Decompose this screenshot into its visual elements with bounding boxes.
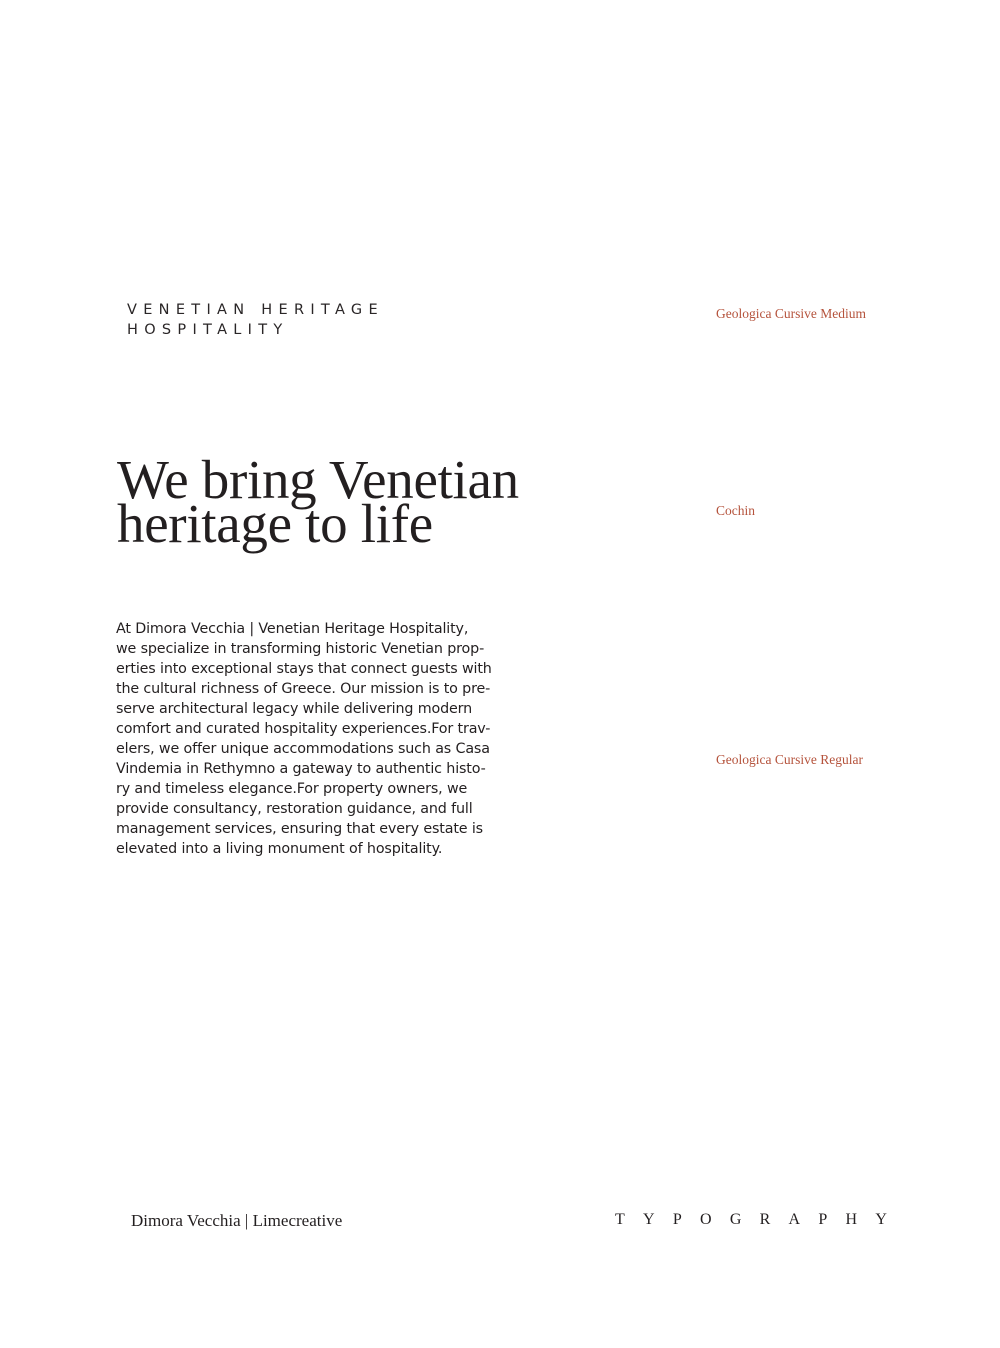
headline-line-1: We bring Venetian bbox=[117, 449, 519, 510]
body-line: we specialize in transforming historic Venetian prop- bbox=[116, 641, 485, 657]
font-label-eyebrow: Geologica Cursive Medium bbox=[716, 306, 866, 321]
section-letter: Y bbox=[643, 1211, 655, 1228]
body-line: At Dimora Vecchia | Venetian Heritage Hospitality, bbox=[116, 621, 469, 637]
body-line: ry and timeless elegance.For property owners, we bbox=[116, 781, 468, 797]
body-line: comfort and curated hospitality experiences.For trav- bbox=[116, 721, 491, 737]
headline bbox=[117, 449, 519, 554]
eyebrow-heading bbox=[127, 300, 384, 340]
section-letter: A bbox=[788, 1211, 801, 1228]
body-line: the cultural richness of Greece. Our mission is to pre- bbox=[116, 681, 491, 697]
section-letter: H bbox=[845, 1211, 858, 1228]
section-letter: P bbox=[672, 1211, 682, 1228]
body-line: erties into exceptional stays that connect guests with bbox=[116, 661, 492, 677]
eyebrow-line-2: HOSPITALITY bbox=[127, 322, 289, 338]
section-letter: T bbox=[615, 1211, 625, 1228]
headline-line-2: heritage to life bbox=[117, 493, 433, 554]
section-letter: O bbox=[700, 1211, 712, 1228]
section-letter: Y bbox=[875, 1211, 887, 1228]
body-line: serve architectural legacy while delivering modern bbox=[116, 701, 473, 717]
body-paragraph bbox=[116, 619, 556, 859]
section-letter: G bbox=[729, 1211, 742, 1228]
body-line: elevated into a living monument of hospitality. bbox=[116, 841, 443, 857]
font-label-headline: Cochin bbox=[716, 503, 755, 518]
eyebrow-line-1: VENETIAN HERITAGE bbox=[127, 302, 384, 318]
body-line: management services, ensuring that every estate is bbox=[116, 821, 483, 837]
body-line: Vindemia in Rethymno a gateway to authentic histo- bbox=[116, 761, 486, 777]
section-letter: R bbox=[759, 1211, 771, 1228]
body-line: elers, we offer unique accommodations such as Casa bbox=[116, 741, 490, 757]
body-line: provide consultancy, restoration guidance, and full bbox=[116, 801, 473, 817]
footer-section-title bbox=[615, 1211, 887, 1229]
footer-credit: Dimora Vecchia | Limecreative bbox=[131, 1211, 343, 1230]
section-letter: P bbox=[818, 1211, 828, 1228]
font-label-body: Geologica Cursive Regular bbox=[716, 752, 863, 767]
